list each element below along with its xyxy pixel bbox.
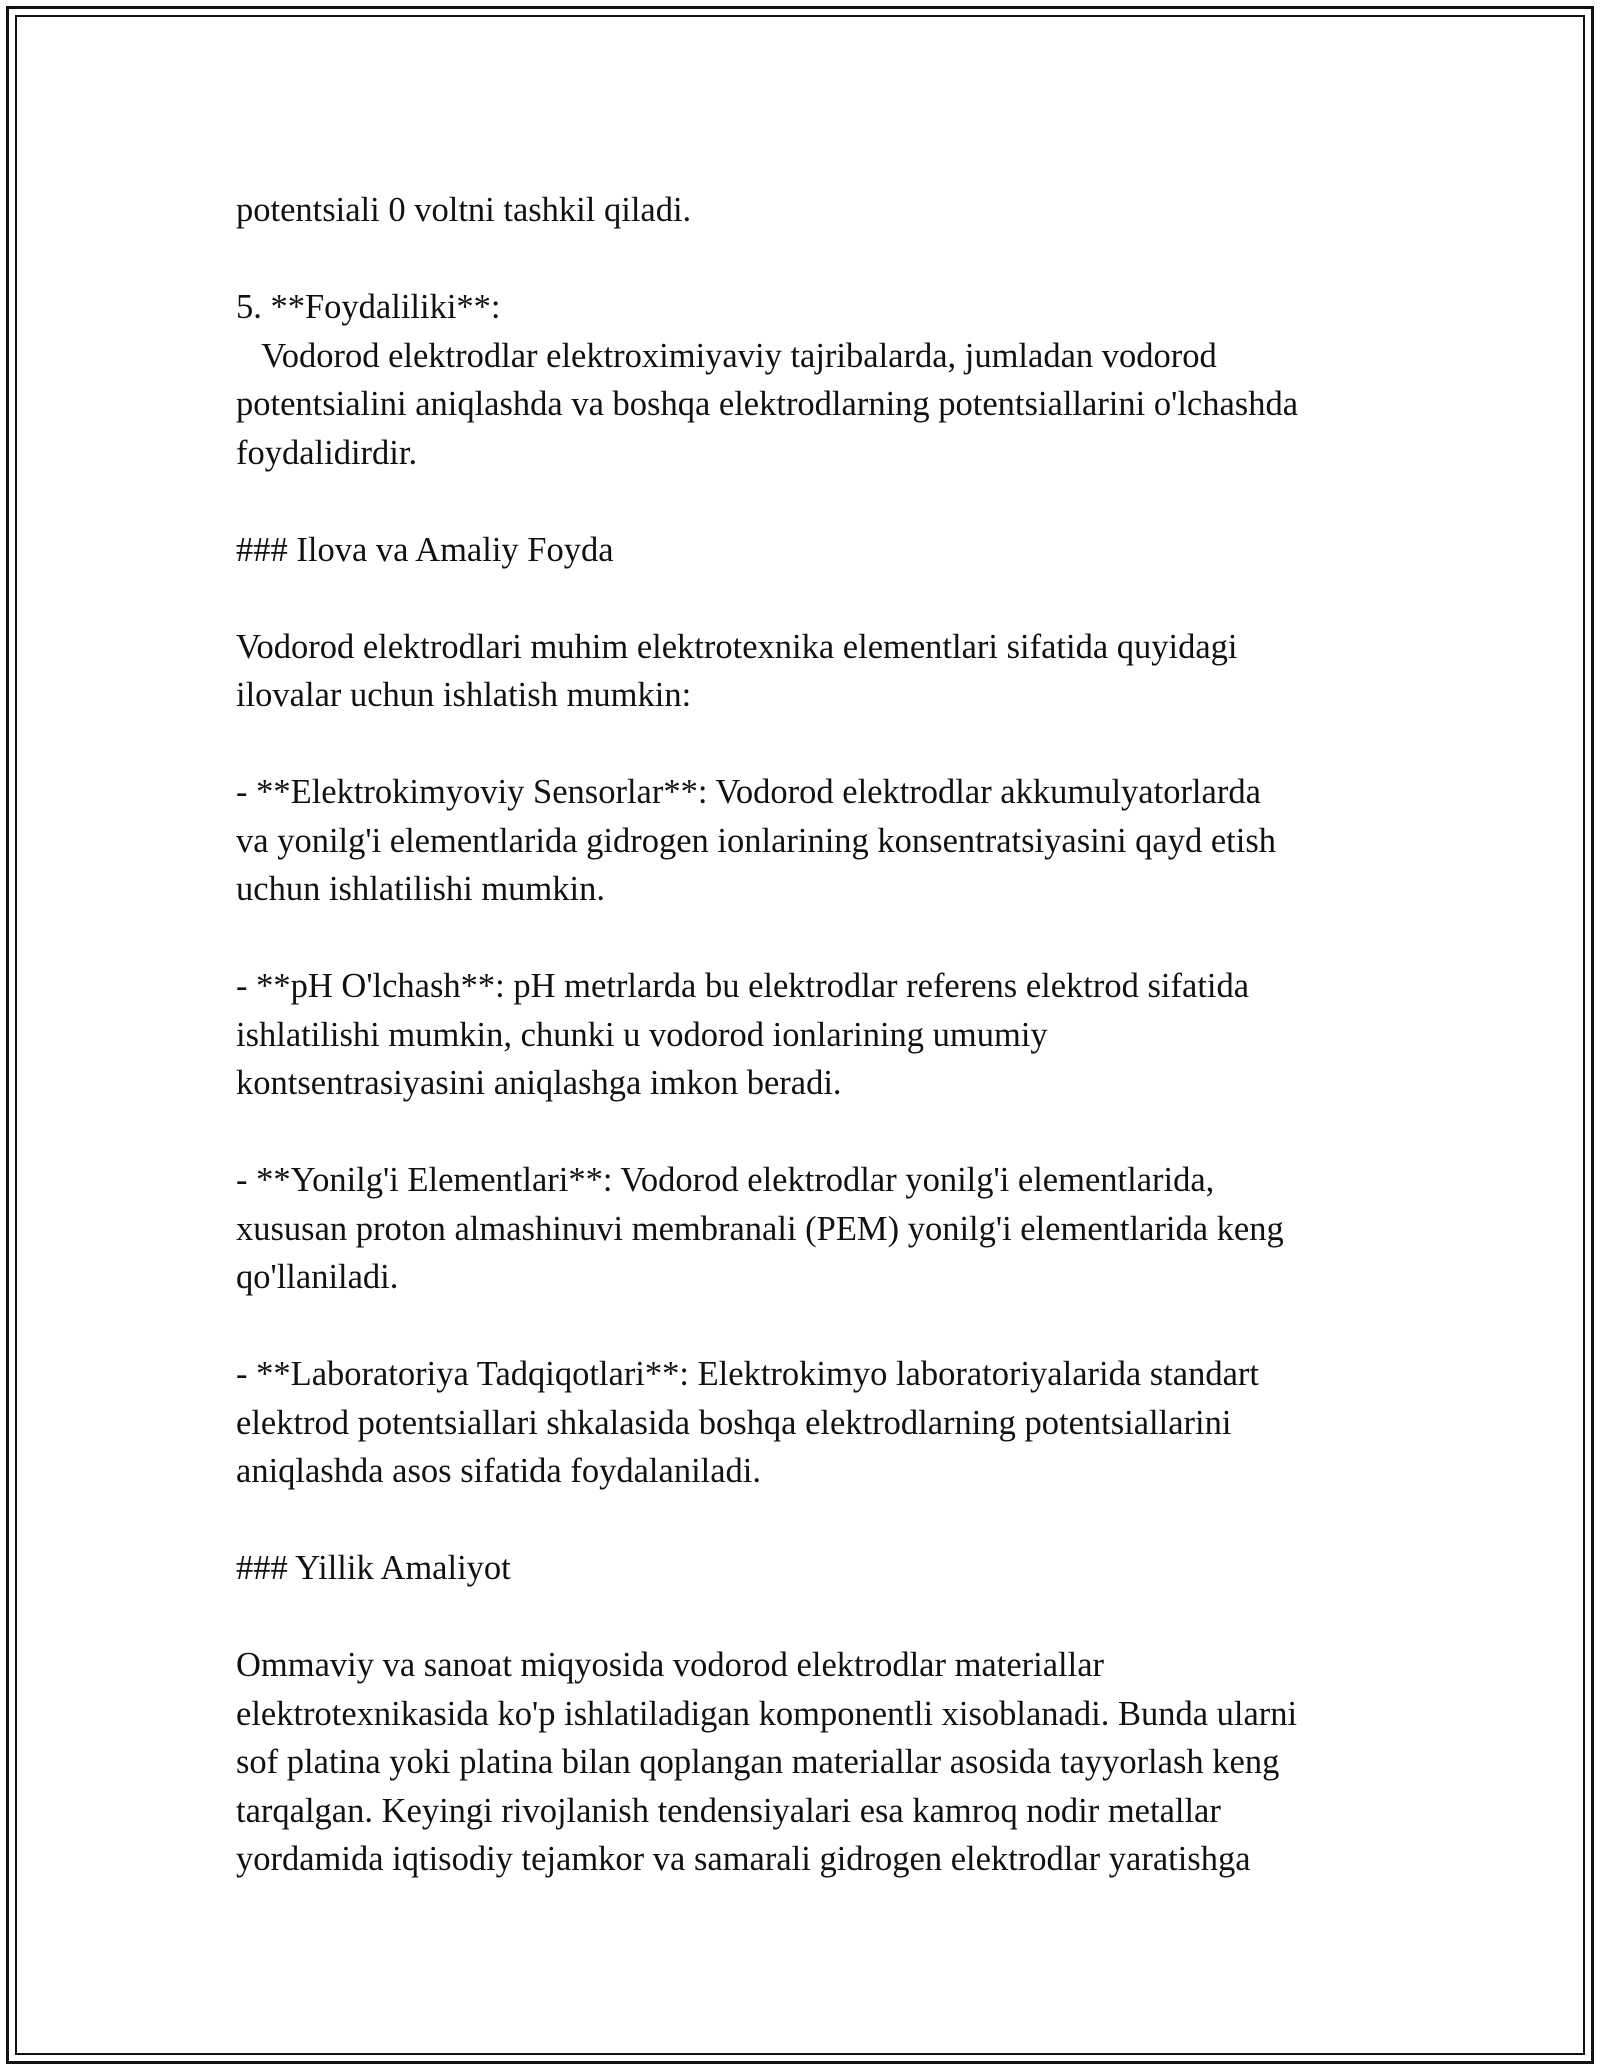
bullet-item-laboratoriya [236,1350,1396,1496]
text-line: - **Yonilg'i Elementlari**: Vodorod elektrodlar yonilg'i elementlarida, [236,1161,1215,1199]
text-line: - **Laboratoriya Tadqiqotlari**: Elektrokimyo laboratoriyalarida standart [236,1355,1259,1393]
section-heading-yillik [236,1544,1396,1593]
bullet-item-sensorlar [236,768,1396,914]
paragraph-gap [236,235,1396,284]
text-line: Ommaviy va sanoat miqyosida vodorod elektrodlar materiallar [236,1646,1104,1684]
text-line: Vodorod elektrodlari muhim elektrotexnika elementlari sifatida quyidagi [236,627,1238,666]
paragraph-gap [236,1302,1396,1351]
paragraph-gap [236,914,1396,963]
document-body [236,186,1396,1884]
paragraph-foydaliliki [236,283,1396,477]
text-line: elektrod potentsiallari shkalasida boshqa elektrodlarning potentsiallarini [236,1403,1232,1442]
text-line: potentsialini aniqlashda va boshqa elektrodlarning potentsiallarini o'lchashda [236,385,1299,423]
text-line: elektrotexnikasida ko'p ishlatiladigan komponentli xisoblanadi. Bunda ularni [236,1694,1298,1733]
paragraph-gap [236,477,1396,526]
text-line: - **Elektrokimyoviy Sensorlar**: Vodorod elektrodlar akkumulyatorlarda [236,773,1261,811]
text-line: uchun ishlatilishi mumkin. [236,870,605,908]
bullet-item-yonilgi [236,1156,1396,1302]
text-line: aniqlashda asos sifatida foydalaniladi. [236,1452,762,1490]
paragraph-gap [236,574,1396,623]
section-heading: ### Ilova va Amaliy Foyda [236,530,614,569]
list-item-heading: 5. **Foydaliliki**: [236,288,501,326]
text-line: tarqalgan. Keyingi rivojlanish tendensiyalari esa kamroq nodir metallar [236,1791,1221,1830]
text-line: yordamida iqtisodiy tejamkor va samarali gidrogen elektrodlar yaratishga [236,1840,1251,1878]
section-heading-ilova [236,526,1396,575]
paragraph-gap [236,1108,1396,1157]
text-line: potentsiali 0 voltni tashkil qiladi. [236,191,692,229]
text-line: va yonilg'i elementlarida gidrogen ionlarining konsentratsiyasini qayd etish [236,821,1277,860]
paragraph [236,186,1396,235]
paragraph-gap [236,1593,1396,1642]
text-line: ishlatilishi mumkin, chunki u vodorod ionlarining umumiy [236,1015,1048,1054]
text-line: xususan proton almashinuvi membranali (PEM) yonilg'i elementlarida keng [236,1209,1284,1248]
paragraph-intro [236,623,1396,720]
text-line: Vodorod elektrodlar elektroximiyaviy tajribalarda, jumladan vodorod [236,336,1217,375]
paragraph-ommaviy [236,1641,1396,1884]
text-line: foydalidirdir. [236,433,418,472]
bullet-item-ph [236,962,1396,1108]
text-line: kontsentrasiyasini aniqlashga imkon beradi. [236,1064,842,1102]
text-line: qo'llaniladi. [236,1258,399,1296]
text-line: - **pH O'lchash**: pH metrlarda bu elektrodlar referens elektrod sifatida [236,967,1250,1005]
paragraph-gap [236,1496,1396,1545]
text-line: sof platina yoki platina bilan qoplangan materiallar asosida tayyorlash keng [236,1743,1280,1781]
section-heading: ### Yillik Amaliyot [236,1549,511,1587]
text-line: ilovalar uchun ishlatish mumkin: [236,676,692,714]
paragraph-gap [236,720,1396,769]
